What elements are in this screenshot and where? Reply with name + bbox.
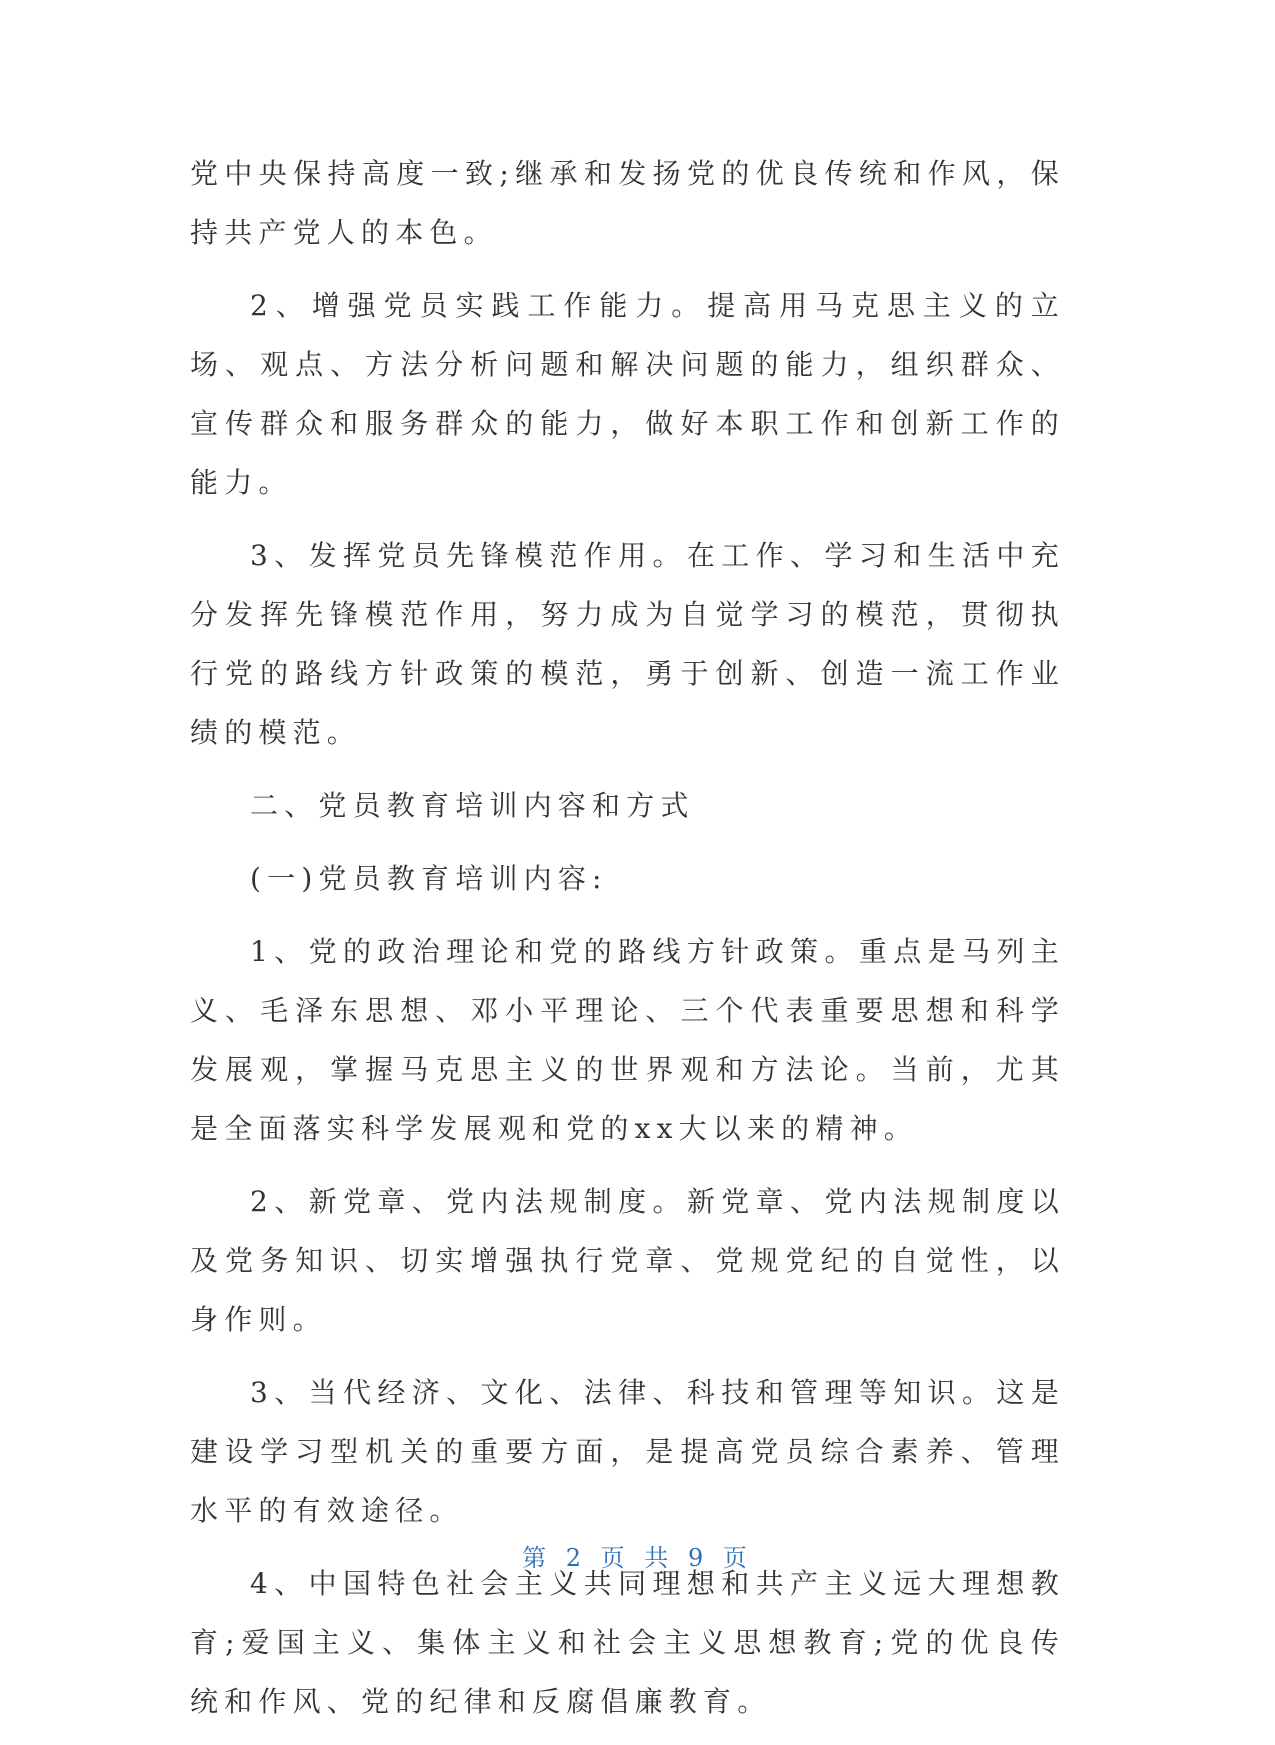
page-number-footer: 第 2 页 共 9 页 — [522, 1544, 753, 1572]
paragraph-content-item-1-political-theory: 1、党的政治理论和党的路线方针政策。重点是马列主义、毛泽东思想、邓小平理论、三个代表重要思想和科学发展观，掌握马克思主义的世界观和方法论。当前，尤其是全面落实科学发展观和党的xx大以来的精神。 — [190, 935, 1065, 1145]
section-heading-content-and-methods: 二、党员教育培训内容和方式 — [250, 789, 695, 822]
paragraph-content-item-2-party-constitution: 2、新党章、党内法规制度。新党章、党内法规制度以及党务知识、切实增强执行党章、党规党纪的自觉性，以身作则。 — [190, 1185, 1065, 1336]
document-body — [190, 144, 1065, 1745]
paragraph-content-item-3-knowledge: 3、当代经济、文化、法律、科技和管理等知识。这是建设学习型机关的重要方面，是提高党员综合素养、管理水平的有效途径。 — [190, 1376, 1065, 1527]
subsection-heading-training-content: (一)党员教育培训内容: — [250, 862, 608, 895]
paragraph-content-item-4-ideals-education: 4、中国特色社会主义共同理想和共产主义远大理想教育;爱国主义、集体主义和社会主义思想教育;党的优良传统和作风、党的纪律和反腐倡廉教育。 — [190, 1567, 1065, 1718]
paragraph-item-2-practice-ability: 2、增强党员实践工作能力。提高用马克思主义的立场、观点、方法分析问题和解决问题的能力，组织群众、宣传群众和服务群众的能力，做好本职工作和创新工作的能力。 — [190, 289, 1065, 499]
paragraph-continuation: 党中央保持高度一致;继承和发扬党的优良传统和作风，保持共产党人的本色。 — [190, 157, 1065, 249]
paragraph-item-3-vanguard-role: 3、发挥党员先锋模范作用。在工作、学习和生活中充分发挥先锋模范作用，努力成为自觉学习的模范，贯彻执行党的路线方针政策的模范，勇于创新、创造一流工作业绩的模范。 — [190, 539, 1065, 749]
